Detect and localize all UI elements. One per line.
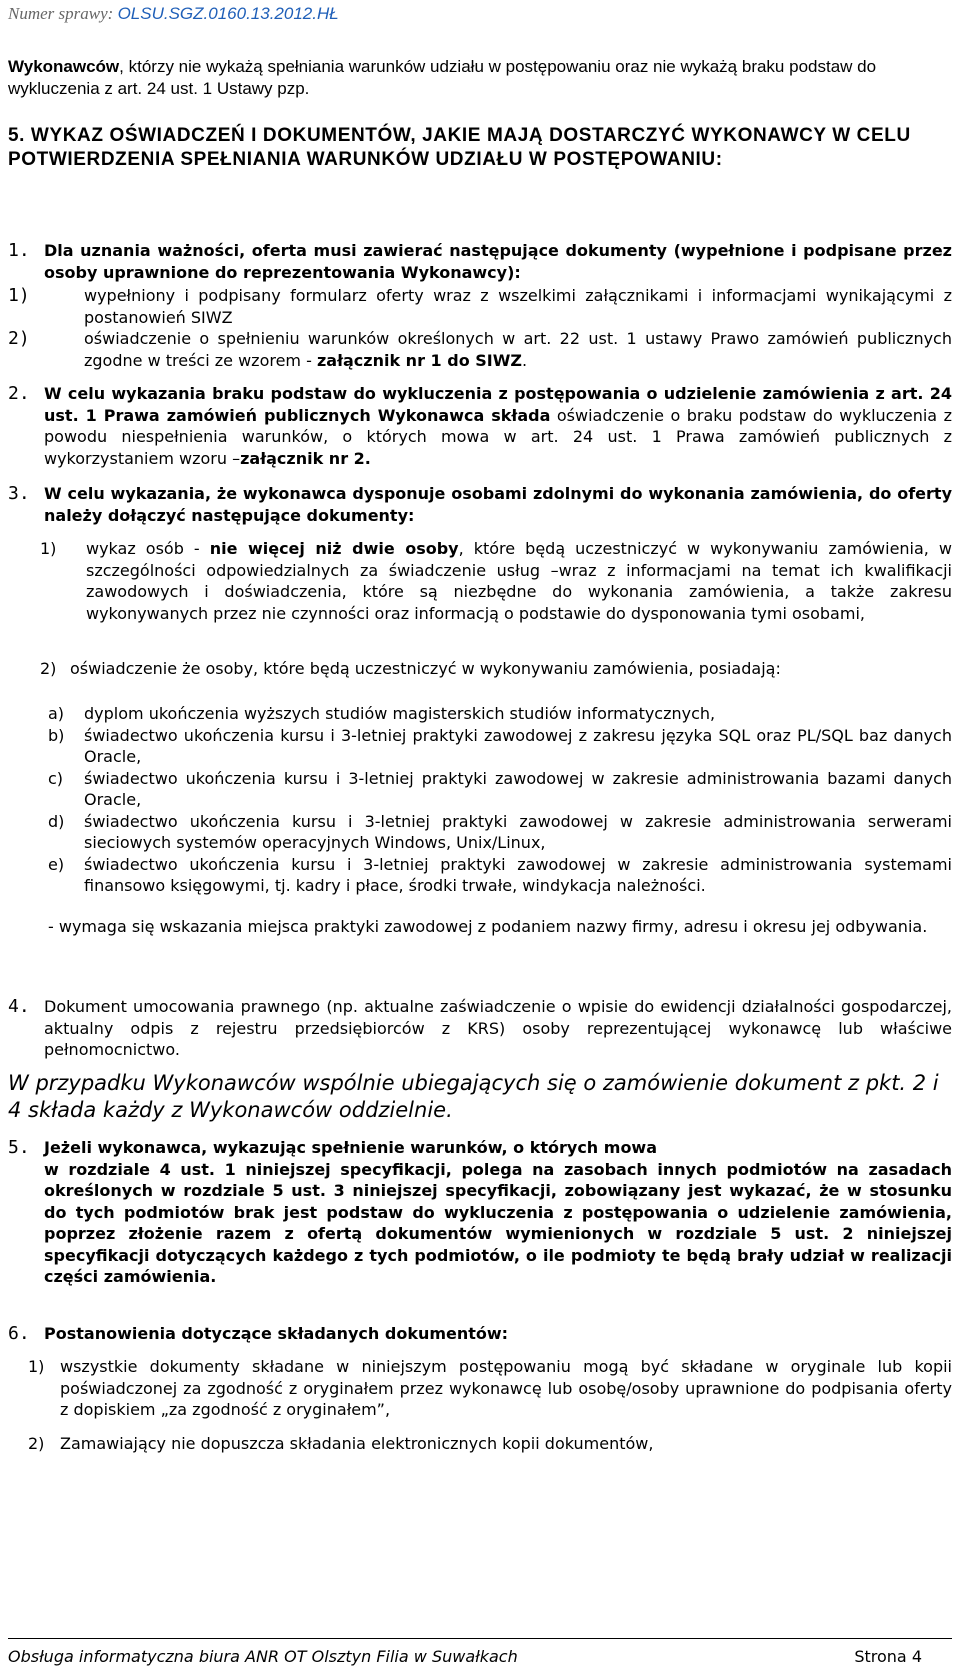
item-bold: załącznik nr 1 do SIWZ [316, 350, 522, 370]
point-5-text: w rozdziale 4 ust. 1 niniejszej specyfikacji, polega na zasobach innych podmiotów na zasadach określonych w rozdziale 5 ust. 3 niniejszej specyfikacji, zobowiązany jest wykazać, że w stosunku do tych podmiotów brak jest podstaw do wykluczenia z postępowania o udzielenie zamówienia, poprzez złożenie razem z ofertą dokumentów wymienionych w rozdziale 5 ust. 2 niniejszej specyfikacji dotyczących każdego z tych podmiotów, o ile podmioty te będą brały udział w realizacji części zamówienia. [44, 1159, 952, 1286]
page-footer [8, 1638, 952, 1666]
item-text: oświadczenie o spełnieniu warunków określonych w art. 22 ust. 1 ustawy Prawo zamówień publicznych zgodne w treści ze wzorem - [84, 329, 952, 370]
item-bold: nie więcej niż dwie osoby [209, 539, 459, 558]
point-5 [8, 1137, 952, 1288]
footer-office: Obsługa informatyczna biura ANR OT Olsztyn Filia w Suwałkach [8, 1647, 518, 1666]
item-text: wykaz osób - [86, 539, 210, 558]
point-5-line-1: Jeżeli wykonawca, wykazując spełnienie warunków, o których mowa [44, 1138, 658, 1157]
item-text: świadectwo ukończenia kursu i 3-letniej praktyki zawodowej w zakresie administrowania serwerami sieciowych systemów operacyjnych Windows, Unix/Linux, [84, 811, 952, 852]
item-end: . [521, 350, 528, 370]
item-text: świadectwo ukończenia kursu i 3-letniej praktyki zawodowej w zakresie administrowania bazami danych Oracle, [84, 768, 952, 809]
point-5-number: 5. [8, 1137, 30, 1158]
page-header [8, 4, 339, 24]
point-1-number: 1. [8, 240, 30, 261]
item-text: oświadczenie że osoby, które będą uczestniczyć w wykonywaniu zamówienia, posiadają: [70, 659, 781, 678]
point-2-bold: W celu wykazania braku podstaw do wykluczenia z postępowania o udzielenie zamówienia z art. 24 ust. 1 Prawa zamówień publicznych Wykonawca składa [44, 384, 952, 425]
point-2-number: 2. [8, 383, 30, 404]
point-4-number: 4. [8, 996, 30, 1017]
item-letter: a) [48, 704, 65, 723]
point-4-text: Dokument umocowania prawnego (np. aktualne zaświadczenie o wpisie do ewidencji działalności gospodarczej, aktualny odpis z rejestru przedsiębiorców z KRS) osoby reprezentującej wykonawcę lub właściwe pełnomocnictwo. [44, 997, 952, 1059]
practice-note-text: - wymaga się wskazania miejsca praktyki zawodowej z podaniem nazwy firmy, adresu i okresu jej odbywania. [48, 917, 928, 936]
intro-text: , którzy nie wykażą spełniania warunków udziału w postępowaniu oraz nie wykażą braku podstaw do wykluczenia z art. 24 ust. 1 Ustawy pzp. [8, 57, 877, 98]
point-3-item-2 [40, 658, 952, 680]
point-3-lead: W celu wykazania, że wykonawca dysponuje osobami zdolnymi do wykonania zamówienia, do oferty należy dołączyć następujące dokumenty: [44, 484, 952, 525]
qualification-e [48, 854, 952, 897]
point-1-item-2 [8, 328, 952, 371]
point-6-lead: Postanowienia dotyczące składanych dokumentów: [44, 1324, 509, 1343]
point-2 [8, 383, 952, 469]
item-letter: e) [48, 854, 65, 874]
point-6-number: 6. [8, 1323, 30, 1344]
point-1-item-1 [8, 285, 952, 328]
qualification-d [48, 811, 952, 854]
page-number: Strona 4 [854, 1647, 922, 1666]
point-3-number: 3. [8, 483, 30, 504]
qualification-list [48, 703, 952, 897]
practice-note [48, 916, 952, 938]
joint-bidders-note: W przypadku Wykonawców wspólnie ubiegających się o zamówienie dokument z pkt. 2 i 4 składa każdy z Wykonawców oddzielnie. [8, 1071, 939, 1122]
point-6-list [28, 1356, 952, 1454]
point-4 [8, 996, 952, 1061]
point-3-item-1 [40, 538, 952, 624]
case-number-label: Numer sprawy: [8, 4, 114, 23]
item-letter: b) [48, 725, 65, 745]
qualification-b [48, 725, 952, 768]
qualification-a [48, 703, 952, 725]
item-letter: d) [48, 811, 65, 831]
item-text-rest: , które będą uczestniczyć w wykonywaniu zamówienia, w szczególności odpowiedzialnych za świadczenie usług –wraz z informacjami na temat ich kwalifikacji zawodowych i doświadczenia, które są niezbędne do wykonania zamówienia, a także zakresu wykonywanych przez nie czynności oraz informacją o podstawie do dysponowania tymi osobami, [86, 539, 953, 623]
item-text: świadectwo ukończenia kursu i 3-letniej praktyki zawodowej w zakresie administrowania systemami finansowo księgowymi, tj. kadry i płace, środki trwałe, windykacja należności. [84, 854, 952, 895]
item-number: 1) [8, 285, 30, 306]
section-5-heading: 5. WYKAZ OŚWIADCZEŃ I DOKUMENTÓW, JAKIE MAJĄ DOSTARCZYĆ WYKONAWCY W CELU POTWIERDZENIA SPEŁNIANIA WARUNKÓW UDZIAŁU W POSTĘPOWANIU: [8, 125, 911, 170]
point-2-bold-end: załącznik nr 2. [240, 448, 371, 468]
intro-bold: Wykonawców [8, 57, 120, 76]
intro-paragraph [8, 56, 952, 100]
item-text: świadectwo ukończenia kursu i 3-letniej praktyki zawodowej z zakresu języka SQL oraz PL/SQL baz danych Oracle, [84, 725, 952, 766]
item-number: 2) [40, 659, 57, 678]
point-1-lead: Dla uznania ważności, oferta musi zawierać następujące dokumenty (wypełnione i podpisane przez osoby uprawnione do reprezentowania Wykonawcy): [44, 241, 952, 282]
point-6-item-1 [28, 1356, 952, 1421]
item-text: dyplom ukończenia wyższych studiów magisterskich studiów informatycznych, [84, 704, 716, 723]
point-3 [8, 483, 952, 526]
point-6-item-2 [28, 1433, 952, 1455]
qualification-c [48, 768, 952, 811]
item-number: 1) [40, 539, 57, 558]
item-number: 2) [28, 1433, 45, 1453]
point-2-text: oświadczenie o braku podstaw do wykluczenia z powodu niespełnienia warunków, o których mowa w art. 24 ust. 1 Prawa zamówień publicznych z wykorzystaniem wzoru – [44, 405, 952, 468]
item-number: 2) [8, 328, 30, 349]
item-text: Zamawiający nie dopuszcza składania elektronicznych kopii dokumentów, [60, 1433, 654, 1453]
item-letter: c) [48, 768, 64, 788]
item-number: 1) [28, 1357, 45, 1376]
point-6 [8, 1323, 952, 1345]
case-number: OLSU.SGZ.0160.13.2012.HŁ [117, 4, 339, 23]
item-text: wszystkie dokumenty składane w niniejszym postępowaniu mogą być składane w oryginale lub kopii poświadczonej za zgodność z oryginałem przez wykonawcę lub osobę/osoby uprawnione do podpisania oferty z dopiskiem „za zgodność z oryginałem”, [60, 1357, 952, 1419]
point-1 [8, 240, 952, 371]
item-text: wypełniony i podpisany formularz oferty wraz z wszelkimi załącznikami i informacjami wynikającymi z postanowień SIWZ [84, 286, 952, 327]
